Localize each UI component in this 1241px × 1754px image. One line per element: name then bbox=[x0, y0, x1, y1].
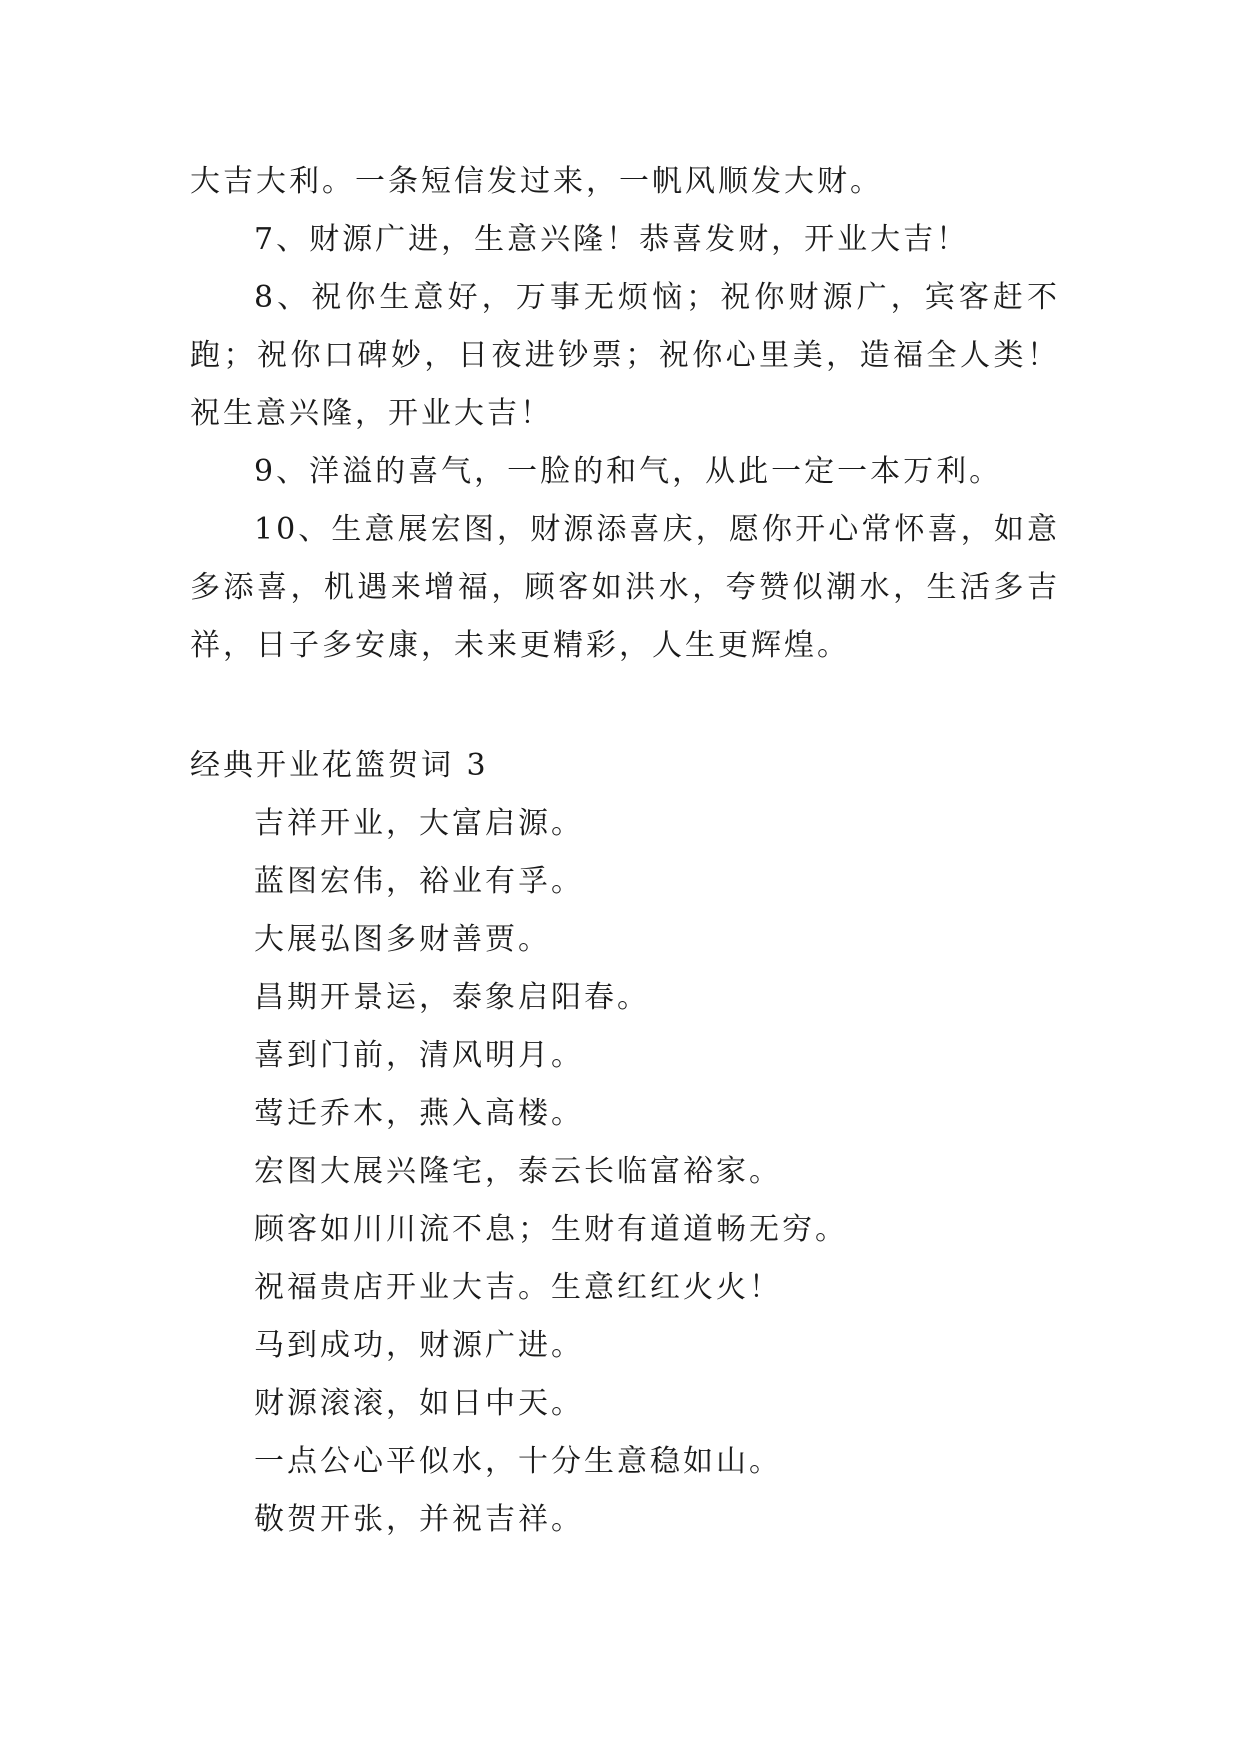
section-heading: 经典开业花篮贺词 3 bbox=[190, 748, 489, 783]
list-item: 蓝图宏伟，裕业有孚。 bbox=[254, 864, 584, 899]
list-item: 祝福贵店开业大吉。生意红红火火！ bbox=[254, 1270, 782, 1305]
paragraph-item-8: 8、祝你生意好，万事无烦恼；祝你财源广，宾客赶不跑；祝你口碑妙，日夜进钞票；祝你心里美，造福全人类！祝生意兴隆，开业大吉！ bbox=[190, 280, 1060, 431]
list-item: 莺迁乔木，燕入高楼。 bbox=[254, 1096, 584, 1131]
greeting-list bbox=[190, 795, 1060, 1549]
list-item: 敬贺开张，并祝吉祥。 bbox=[254, 1502, 584, 1537]
list-item: 马到成功，财源广进。 bbox=[254, 1328, 584, 1363]
paragraph-continuation: 大吉大利。一条短信发过来，一帆风顺发大财。 bbox=[190, 164, 883, 199]
paragraph-item-10: 10、生意展宏图，财源添喜庆，愿你开心常怀喜，如意多添喜，机遇来增福，顾客如洪水，夸赞似潮水，生活多吉祥，日子多安康，未来更精彩，人生更辉煌。 bbox=[190, 512, 1060, 663]
list-item: 宏图大展兴隆宅，泰云长临富裕家。 bbox=[254, 1154, 782, 1189]
paragraph-item-7: 7、财源广进，生意兴隆！恭喜发财，开业大吉！ bbox=[254, 222, 970, 257]
list-item: 喜到门前，清风明月。 bbox=[254, 1038, 584, 1073]
list-item: 昌期开景运，泰象启阳春。 bbox=[254, 980, 650, 1015]
list-item: 一点公心平似水，十分生意稳如山。 bbox=[254, 1444, 782, 1479]
list-item: 顾客如川川流不息；生财有道道畅无穷。 bbox=[254, 1212, 848, 1247]
paragraph-item-9: 9、洋溢的喜气，一脸的和气，从此一定一本万利。 bbox=[254, 454, 1003, 489]
list-item: 吉祥开业，大富启源。 bbox=[254, 806, 584, 841]
document-body bbox=[190, 153, 1060, 1549]
list-item: 财源滚滚，如日中天。 bbox=[254, 1386, 584, 1421]
list-item: 大展弘图多财善贾。 bbox=[254, 922, 551, 957]
